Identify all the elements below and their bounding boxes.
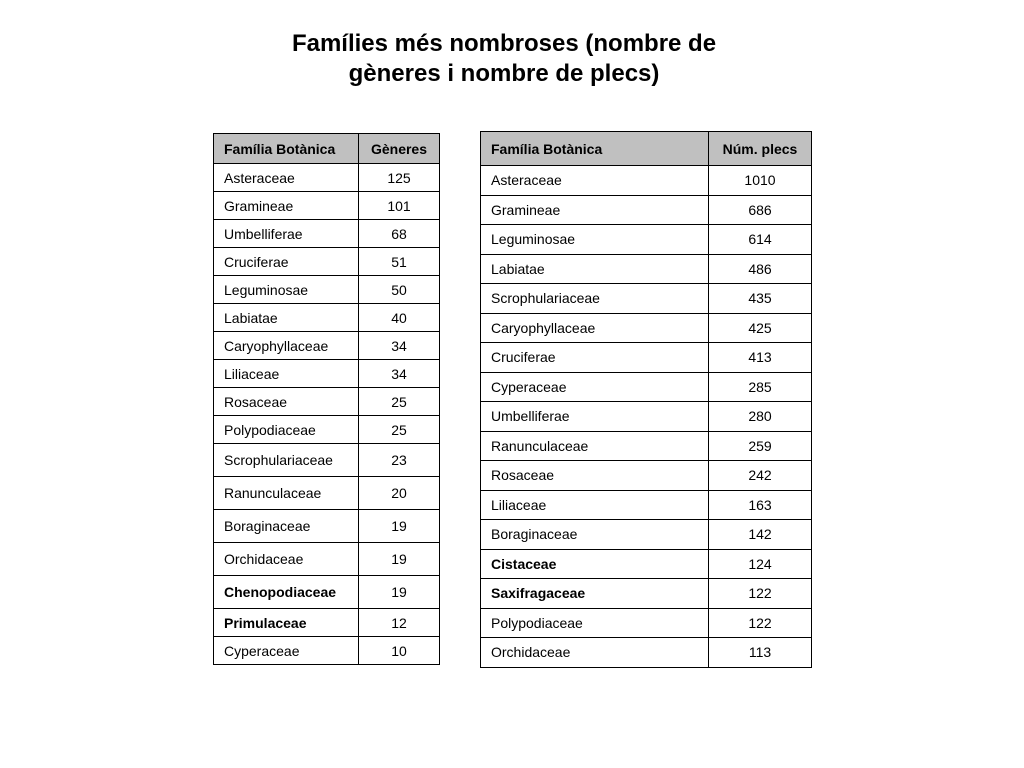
table-row xyxy=(214,276,440,304)
table-row xyxy=(214,444,440,477)
plecs-count-cell: 242 xyxy=(709,461,812,491)
table-row xyxy=(481,254,812,284)
family-name-cell: Rosaceae xyxy=(214,388,359,416)
genera-count-cell: 40 xyxy=(359,304,440,332)
table-row xyxy=(214,637,440,665)
family-name-cell: Cistaceae xyxy=(481,549,709,579)
family-name-cell: Orchidaceae xyxy=(214,543,359,576)
table-row xyxy=(481,461,812,491)
family-name-cell: Polypodiaceae xyxy=(214,416,359,444)
table-row xyxy=(481,225,812,255)
genera-count-cell: 25 xyxy=(359,388,440,416)
family-name-cell: Rosaceae xyxy=(481,461,709,491)
table-row xyxy=(214,304,440,332)
table-row xyxy=(214,543,440,576)
genera-column-header: Gèneres xyxy=(359,134,440,164)
slide-title-line: gèneres i nombre de plecs) xyxy=(348,60,660,87)
table-row xyxy=(481,579,812,609)
family-name-cell: Gramineae xyxy=(481,195,709,225)
genera-count-cell: 68 xyxy=(359,220,440,248)
table-row xyxy=(481,490,812,520)
family-name-cell: Cyperaceae xyxy=(214,637,359,665)
plecs-table-body xyxy=(481,166,812,668)
family-name-cell: Primulaceae xyxy=(214,609,359,637)
family-name-cell: Cyperaceae xyxy=(481,372,709,402)
family-name-cell: Asteraceae xyxy=(214,164,359,192)
family-column-header: Família Botànica xyxy=(481,132,709,166)
family-name-cell: Polypodiaceae xyxy=(481,608,709,638)
plecs-count-cell: 163 xyxy=(709,490,812,520)
table-row xyxy=(214,248,440,276)
table-row xyxy=(214,388,440,416)
plecs-count-cell: 285 xyxy=(709,372,812,402)
table-row xyxy=(481,284,812,314)
table-row xyxy=(481,549,812,579)
plecs-count-cell: 614 xyxy=(709,225,812,255)
genera-count-cell: 12 xyxy=(359,609,440,637)
plecs-count-cell: 1010 xyxy=(709,166,812,196)
genera-count-cell: 23 xyxy=(359,444,440,477)
plecs-count-cell: 435 xyxy=(709,284,812,314)
table-row xyxy=(214,477,440,510)
family-name-cell: Liliaceae xyxy=(214,360,359,388)
plecs-count-cell: 113 xyxy=(709,638,812,668)
table-row xyxy=(481,402,812,432)
slide-title xyxy=(254,29,754,89)
table-row xyxy=(214,416,440,444)
genera-count-cell: 19 xyxy=(359,510,440,543)
family-name-cell: Scrophulariaceae xyxy=(214,444,359,477)
table-row xyxy=(214,220,440,248)
family-name-cell: Caryophyllaceae xyxy=(214,332,359,360)
table-header-row xyxy=(214,134,440,164)
table-row xyxy=(214,609,440,637)
family-name-cell: Caryophyllaceae xyxy=(481,313,709,343)
plecs-count-cell: 280 xyxy=(709,402,812,432)
genera-count-cell: 34 xyxy=(359,332,440,360)
family-name-cell: Labiatae xyxy=(481,254,709,284)
plecs-count-cell: 413 xyxy=(709,343,812,373)
slide-title-line: Famílies més nombroses (nombre de xyxy=(291,30,717,57)
table-row xyxy=(214,576,440,609)
genera-count-cell: 20 xyxy=(359,477,440,510)
table-row xyxy=(481,431,812,461)
genera-count-cell: 101 xyxy=(359,192,440,220)
table-row xyxy=(214,332,440,360)
plecs-count-cell: 486 xyxy=(709,254,812,284)
plecs-count-cell: 686 xyxy=(709,195,812,225)
genera-count-cell: 50 xyxy=(359,276,440,304)
table-row xyxy=(214,360,440,388)
table-row xyxy=(481,343,812,373)
family-name-cell: Saxifragaceae xyxy=(481,579,709,609)
family-name-cell: Leguminosae xyxy=(481,225,709,255)
table-row xyxy=(481,195,812,225)
table-row xyxy=(481,520,812,550)
family-name-cell: Scrophulariaceae xyxy=(481,284,709,314)
plecs-count-cell: 259 xyxy=(709,431,812,461)
family-column-header: Família Botànica xyxy=(214,134,359,164)
table-row xyxy=(214,510,440,543)
table-row xyxy=(481,372,812,402)
family-name-cell: Chenopodiaceae xyxy=(214,576,359,609)
family-name-cell: Leguminosae xyxy=(214,276,359,304)
table-row xyxy=(214,192,440,220)
table-header-row xyxy=(481,132,812,166)
family-name-cell: Boraginaceae xyxy=(481,520,709,550)
plecs-count-cell: 142 xyxy=(709,520,812,550)
family-name-cell: Cruciferae xyxy=(481,343,709,373)
genera-count-cell: 25 xyxy=(359,416,440,444)
genera-table xyxy=(213,133,440,665)
family-name-cell: Asteraceae xyxy=(481,166,709,196)
genera-count-cell: 51 xyxy=(359,248,440,276)
family-name-cell: Labiatae xyxy=(214,304,359,332)
genera-count-cell: 19 xyxy=(359,576,440,609)
table-row xyxy=(481,166,812,196)
family-name-cell: Ranunculaceae xyxy=(214,477,359,510)
genera-table-body xyxy=(214,164,440,665)
plecs-count-cell: 122 xyxy=(709,579,812,609)
family-name-cell: Umbelliferae xyxy=(214,220,359,248)
family-name-cell: Liliaceae xyxy=(481,490,709,520)
genera-count-cell: 125 xyxy=(359,164,440,192)
family-name-cell: Boraginaceae xyxy=(214,510,359,543)
family-name-cell: Gramineae xyxy=(214,192,359,220)
plecs-count-cell: 122 xyxy=(709,608,812,638)
table-row xyxy=(481,608,812,638)
family-name-cell: Ranunculaceae xyxy=(481,431,709,461)
table-row xyxy=(481,638,812,668)
family-name-cell: Cruciferae xyxy=(214,248,359,276)
plecs-column-header: Núm. plecs xyxy=(709,132,812,166)
plecs-table xyxy=(480,131,812,668)
plecs-count-cell: 425 xyxy=(709,313,812,343)
family-name-cell: Umbelliferae xyxy=(481,402,709,432)
genera-count-cell: 34 xyxy=(359,360,440,388)
table-row xyxy=(481,313,812,343)
table-row xyxy=(214,164,440,192)
genera-count-cell: 10 xyxy=(359,637,440,665)
plecs-count-cell: 124 xyxy=(709,549,812,579)
family-name-cell: Orchidaceae xyxy=(481,638,709,668)
genera-count-cell: 19 xyxy=(359,543,440,576)
